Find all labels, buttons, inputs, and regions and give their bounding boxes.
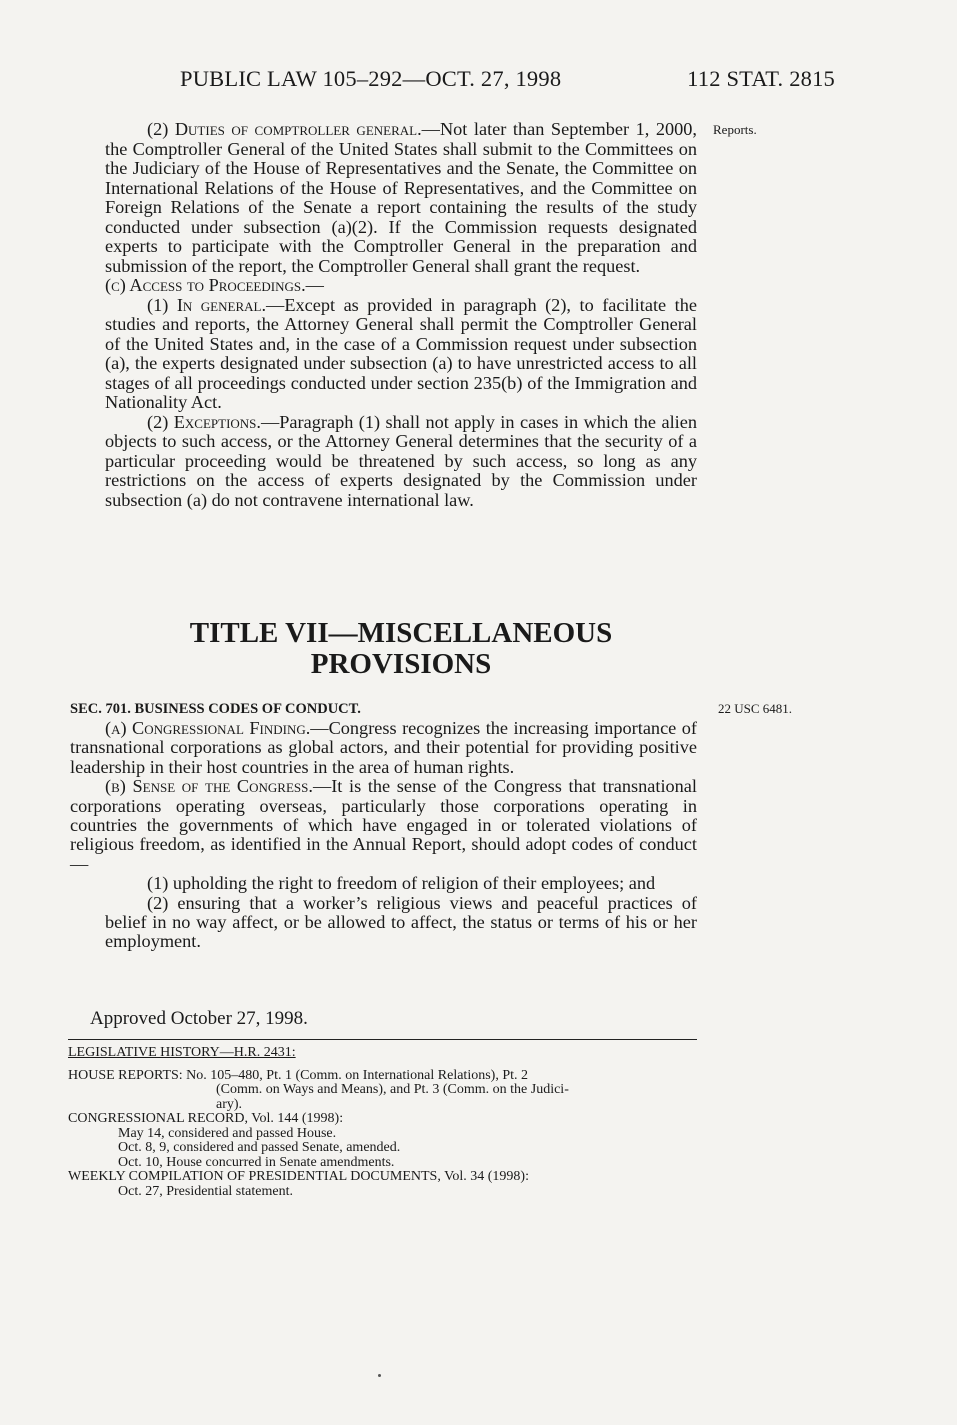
section-701 <box>70 700 697 952</box>
b2-text: —Not later than September 1, 2000, the Comptroller General of the United States shall submit to the Committees on the Judiciary of the House of Representatives and the Senate, the Committee on International Relations of the House of Representatives, and the Committee on Foreign Relations of the Senate a report containing the results of the study conducted under subsection (a)(2). If the Commission requests designated experts to participate with the Comptroller General in the preparation and submission of the report, the Comptroller General shall grant the request. <box>105 119 697 276</box>
sec701-b <box>70 777 697 874</box>
house-reports-line2: (Comm. on Ways and Means), and Pt. 3 (Comm. on the Judici- <box>216 1082 569 1097</box>
section-b2-and-c <box>105 120 697 510</box>
history-title: LEGISLATIVE HISTORY—H.R. 2431: <box>68 1045 296 1060</box>
b2-heading: (2) Duties of comptroller general. <box>147 119 422 139</box>
header-stat: 112 STAT. 2815 <box>687 66 835 91</box>
sec701-a-heading: (a) Congressional Finding. <box>105 718 311 738</box>
title-line1: TITLE VII—MISCELLANEOUS <box>189 617 613 649</box>
c-heading-text: (c) Access to Proceedings.— <box>105 275 324 295</box>
legislative-history <box>68 1046 708 1199</box>
title-line2: PROVISIONS <box>310 648 492 680</box>
sec701-item1: (1) upholding the right to freedom of religion of their employees; and <box>147 873 656 894</box>
cr-entry-2: Oct. 8, 9, considered and passed Senate, amended. <box>118 1140 401 1155</box>
c1-text: —Except as provided in paragraph (2), to facilitate the studies and reports, the Attorney General shall permit the Comptroller General of the United States and, in the case of a Commission request under subsection (a), the experts designated under subsection (a) to have unrestricted access to all stages of all proceedings conducted under section 235(b) of the Immigration and Nationality Act. <box>105 294 697 412</box>
paragraph-b2 <box>105 120 697 276</box>
sec701-a-text: —Congress recognizes the increasing importance of transnational corporations as global actors, and their potential for providing positive leadership in their host countries in the area of human rights. <box>70 718 697 777</box>
cr-entry-3: Oct. 10, House concurred in Senate amendments. <box>118 1154 395 1170</box>
sec701-b-heading: (b) Sense of the Congress. <box>105 776 313 797</box>
house-reports-line1: HOUSE REPORTS: No. 105–480, Pt. 1 (Comm. on International Relations), Pt. 2 <box>68 1067 528 1083</box>
divider <box>68 1039 697 1040</box>
sec701-a <box>70 719 697 777</box>
stray-mark <box>378 1374 381 1377</box>
congressional-record: CONGRESSIONAL RECORD, Vol. 144 (1998): <box>68 1111 344 1126</box>
sec701-item2: (2) ensuring that a worker’s religious views and peaceful practices of belief in no way affect, or be allowed to affect, the status or terms of his or her employment. <box>105 892 697 952</box>
weekly-entry-1: Oct. 27, Presidential statement. <box>118 1183 293 1199</box>
margin-note-usc: 22 USC 6481. <box>718 701 793 716</box>
c2-heading: (2) Exceptions. <box>147 411 261 432</box>
cr-entry-1: May 14, considered and passed House. <box>118 1125 337 1141</box>
margin-note-reports: Reports. <box>713 122 757 137</box>
c2-text: —Paragraph (1) shall not apply in cases in which the alien objects to such access, or the Attorney General determines that the security of a particular proceeding would be threatened by such access, so long as any restrictions on the access of experts designated by the Commission under subsection (a) do not contravene international law. <box>105 411 697 510</box>
section-c-heading <box>105 276 697 296</box>
title-vii <box>105 618 697 680</box>
paragraph-c1 <box>105 296 697 413</box>
paragraph-c2 <box>105 413 697 511</box>
header-law: PUBLIC LAW 105–292—OCT. 27, 1998 <box>180 66 562 91</box>
weekly-compilation: WEEKLY COMPILATION OF PRESIDENTIAL DOCUMENTS, Vol. 34 (1998): <box>68 1169 529 1184</box>
sec701-heading: SEC. 701. BUSINESS CODES OF CONDUCT. <box>70 701 361 717</box>
c1-heading: (1) In general. <box>147 294 267 315</box>
approved-date: Approved October 27, 1998. <box>90 1008 308 1029</box>
sec701-b-text: —It is the sense of the Congress that transnational corporations operating overseas, particularly those corporations operating in countries the governments of which have engaged in or tolerated violations of religious freedom, as identified in the Annual Report, should adopt codes of conduct— <box>70 776 697 874</box>
house-reports-line3: ary). <box>216 1096 243 1112</box>
